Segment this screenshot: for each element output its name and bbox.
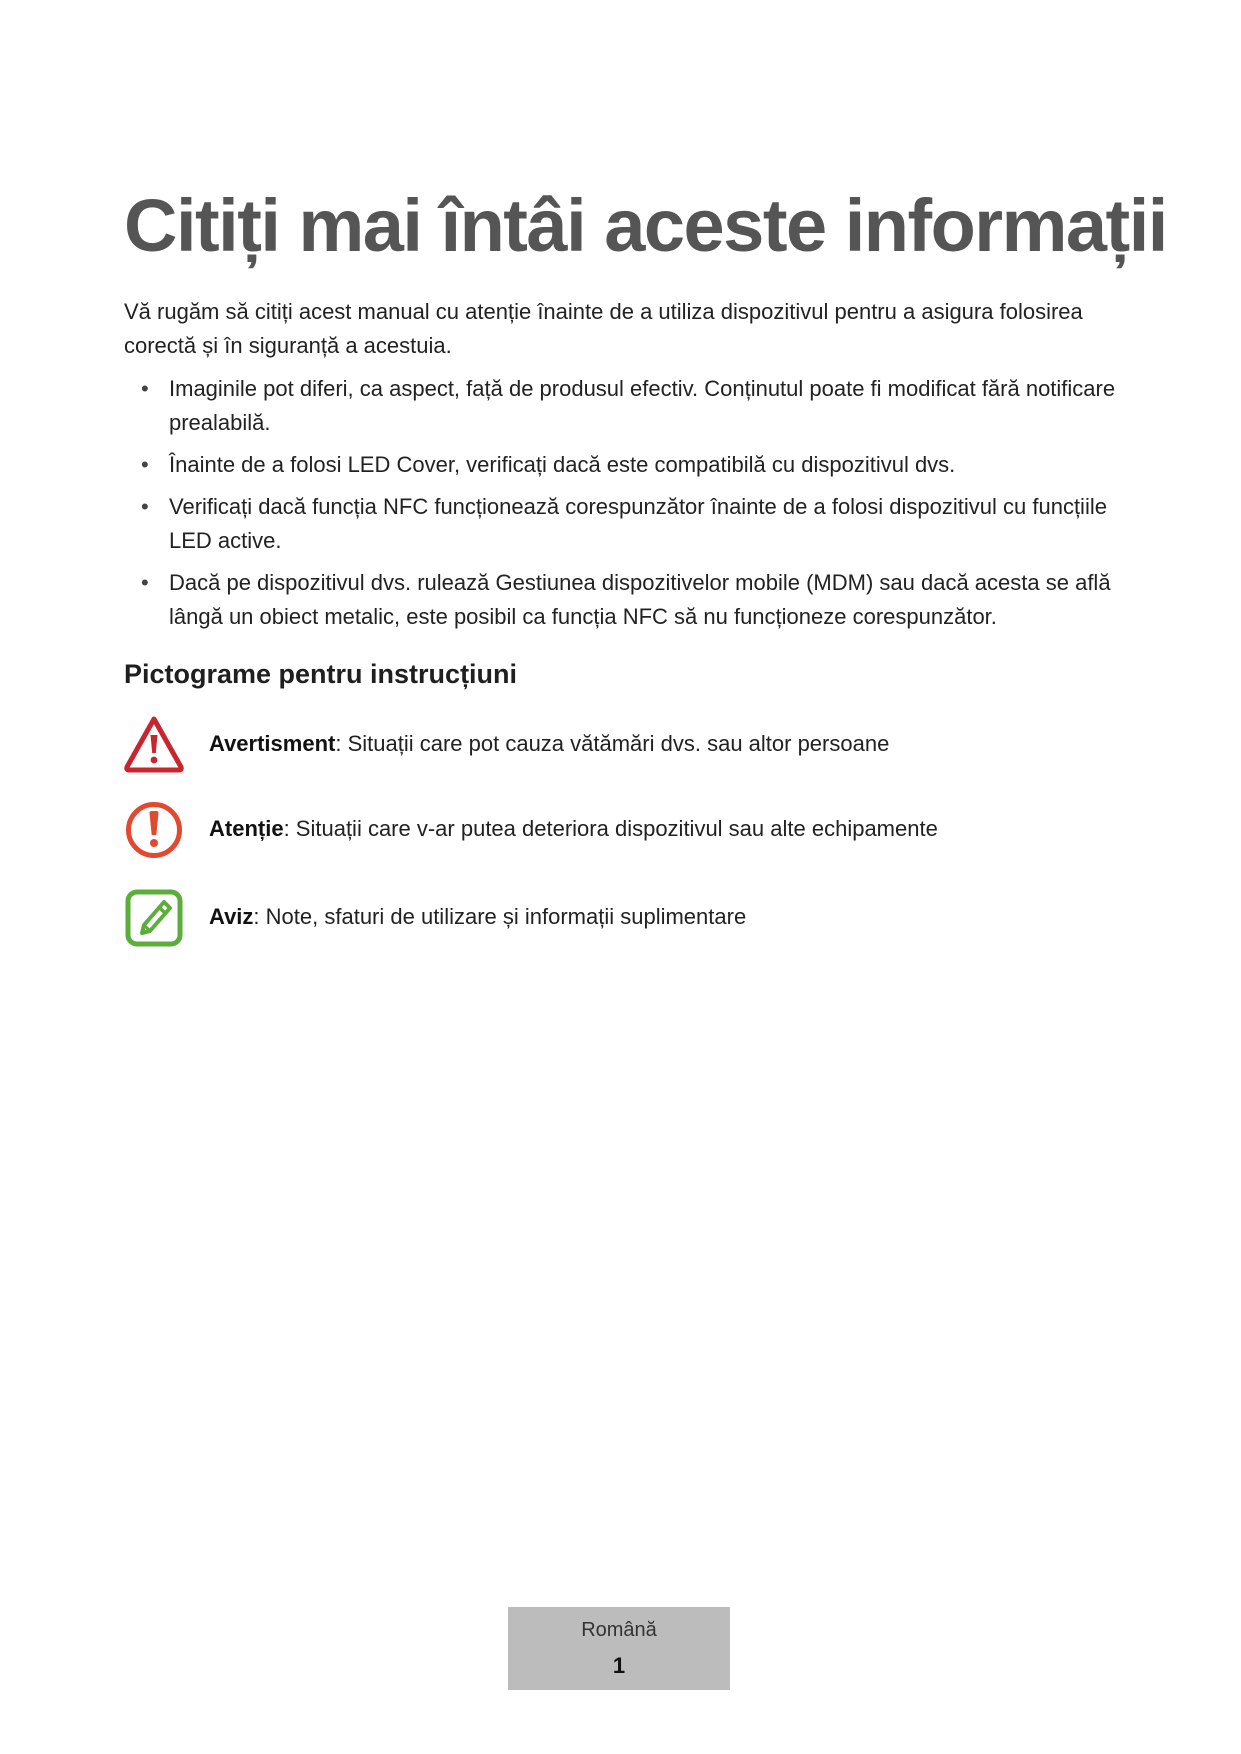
caution-circle-icon (124, 800, 184, 860)
term-separator: : (253, 904, 260, 929)
warning-row (124, 715, 1124, 775)
caution-term: Atenție (209, 816, 284, 841)
warning-description (209, 729, 889, 759)
caution-text: Situații care v-ar putea deteriora dispozitivul sau alte echipamente (289, 816, 938, 841)
icons-section-heading: Pictograme pentru instrucțiuni (124, 659, 518, 689)
term-separator: : (335, 731, 342, 756)
list-item (124, 448, 1124, 482)
note-pencil-icon (124, 888, 184, 948)
bullet-marker: • (141, 376, 149, 401)
bullet-text: Verificați dacă funcția NFC funcționează corespunzător înainte de a folosi dispozitivul cu funcțiile LED active. (169, 494, 1107, 553)
term-separator: : (283, 816, 290, 841)
warning-triangle-icon (124, 715, 184, 775)
bullet-text: Dacă pe dispozitivul dvs. rulează Gestiunea dispozitivelor mobile (MDM) sau dacă acesta se află lângă un obiect metalic, este posibil ca funcția NFC să nu funcționeze corespunzător. (169, 570, 1111, 629)
page-number: 1 (612, 1653, 626, 1678)
intro-paragraph: Vă rugăm să citiți acest manual cu atenție înainte de a utiliza dispozitivul pentru a asigura folosirea corectă și în siguranță a acestuia. (124, 299, 1083, 358)
bullet-text: Imaginile pot diferi, ca aspect, față de produsul efectiv. Conținutul poate fi modificat fără notificare prealabilă. (169, 376, 1116, 435)
caution-description (209, 814, 938, 844)
warning-text: Situații care pot cauza vătămări dvs. sau altor persoane (341, 731, 890, 756)
bullet-marker: • (141, 452, 149, 477)
list-item (124, 490, 1124, 558)
note-term: Aviz (209, 904, 254, 929)
note-row (124, 888, 1124, 948)
bullet-text: Înainte de a folosi LED Cover, verificați dacă este compatibilă cu dispozitivul dvs. (169, 452, 956, 477)
list-item (124, 372, 1124, 440)
info-bullet-list (124, 372, 1124, 642)
page-title: Citiți mai întâi aceste informații (124, 184, 1167, 267)
bullet-marker: • (141, 570, 149, 595)
note-description (209, 902, 746, 932)
page-footer (508, 1607, 730, 1690)
list-item (124, 566, 1124, 634)
caution-row (124, 800, 1124, 860)
footer-language: Română (581, 1619, 657, 1641)
note-text: Note, sfaturi de utilizare și informații suplimentare (259, 904, 747, 929)
warning-term: Avertisment (209, 731, 336, 756)
bullet-marker: • (141, 494, 149, 519)
